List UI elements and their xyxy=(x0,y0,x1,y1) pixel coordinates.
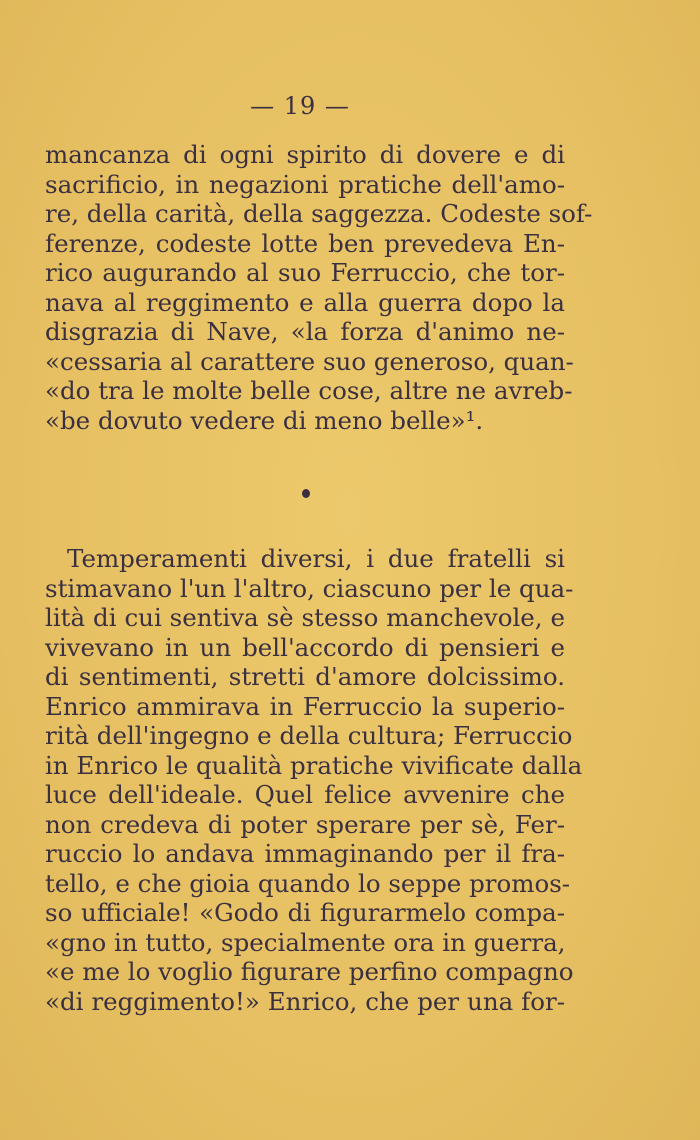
text-line: in Enrico le qualità pratiche vivificate dalla xyxy=(45,750,583,780)
text-line: tello, e che gioia quando lo seppe promos- xyxy=(45,868,571,898)
page-number: — 19 — xyxy=(250,92,350,120)
section-separator-dot xyxy=(302,489,310,498)
text-line: rico augurando al suo Ferruccio, che tor- xyxy=(45,258,565,287)
text-line: Enrico ammirava in Ferruccio la superio- xyxy=(45,691,565,721)
text-line: re, della carità, della saggezza. Codeste sof- xyxy=(45,199,593,228)
text-line: di sentimenti, stretti d'amore dolcissimo. xyxy=(45,662,565,691)
paragraph xyxy=(45,544,583,1016)
text-line: ruccio lo andava immaginando per il fra- xyxy=(45,839,565,868)
text-line: «be dovuto vedere di meno belle»¹. xyxy=(45,405,484,435)
text-line: Temperamenti diversi, i due fratelli si xyxy=(67,544,565,573)
text-line: nava al reggimento e alla guerra dopo la xyxy=(45,287,565,317)
text-line: lità di cui sentiva sè stesso manchevole, e xyxy=(45,603,565,632)
text-line: «cessaria al carattere suo generoso, quan- xyxy=(45,346,574,376)
text-line: so ufficiale! «Godo di figurarmelo compa- xyxy=(45,898,565,927)
text-line: non credeva di poter sperare per sè, Fer- xyxy=(45,809,565,839)
text-line: disgrazia di Nave, «la forza d'animo ne- xyxy=(45,317,565,346)
paragraph-continuation xyxy=(45,140,593,435)
text-line: «di reggimento!» Enrico, che per una for- xyxy=(45,986,565,1016)
text-line: luce dell'ideale. Quel felice avvenire che xyxy=(45,780,565,809)
text-line: rità dell'ingegno e della cultura; Ferruccio xyxy=(45,721,573,750)
text-line: ferenze, codeste lotte ben prevedeva En- xyxy=(45,228,565,258)
text-line: «gno in tutto, specialmente ora in guerra, xyxy=(45,927,566,957)
text-line: vivevano in un bell'accordo di pensieri e xyxy=(45,632,565,662)
text-line: sacrificio, in negazioni pratiche dell'amo- xyxy=(45,169,565,199)
text-line: «do tra le molte belle cose, altre ne avreb- xyxy=(45,376,573,405)
text-line: «e me lo voglio figurare perfino compagno xyxy=(45,957,574,986)
text-line: mancanza di ogni spirito di dovere e di xyxy=(45,140,565,169)
text-line: stimavano l'un l'altro, ciascuno per le qua- xyxy=(45,573,574,603)
